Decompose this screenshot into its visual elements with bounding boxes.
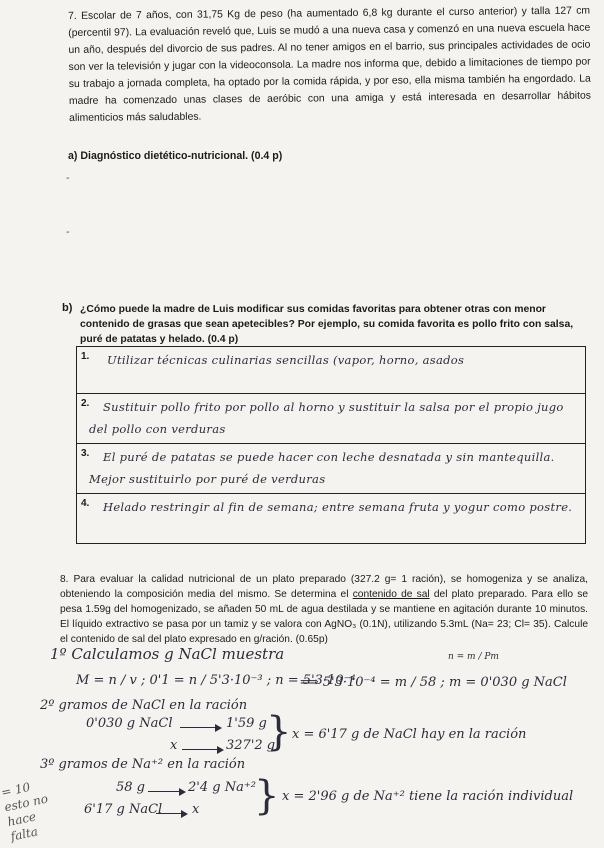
question-8-text-before: 8. Para evaluar la calidad nutricional de un plato preparado (327.2 g= 1 ración), se homogeniza y se analiza, obteniendo la composición media del mismo. Se determina el [60, 574, 588, 600]
hw-line-1a: M = n / v ; 0'1 = n / 5'3·10⁻³ ; n = 5'3·10⁻⁴ [76, 673, 356, 688]
brace: } [266, 709, 292, 755]
hw-rule3-left-a: 58 g [116, 780, 145, 795]
answer-text: Sustituir pollo frito por pollo al horno y sustituir la salsa por el propio jugo del pollo con verduras [89, 400, 564, 436]
hw-rule2-result: x = 6'17 g de NaCl hay en la ración [292, 727, 527, 742]
answer-text: Helado restringir al fin de semana; entre semana fruta y yogur como postre. [103, 500, 573, 514]
question-8-text [60, 572, 588, 647]
hw-n-formula: n = m / Pm [448, 652, 499, 662]
hw-rule3-result: x = 2'96 g de Na⁺² tiene la ración individual [282, 789, 574, 804]
question-8-text-after: del plato preparado. Para ello se pesa 1.59g del homogenizado, se añaden 50 mL de agua destilada y se mantiene en agitación durante 10 minutos. El líquido extractivo se pasa por un tamiz y se valora con AgNO₃ (0.1N), utilizando 5.3mL (Na= 23; Cl= 35). Calcule el contenido de sal del plato expresado en g/ración. (0.65p) [60, 589, 588, 645]
hw-rule2-right-a: 1'59 g [226, 716, 267, 731]
answer-number: 2. [81, 398, 90, 409]
question-7b-label: b) [62, 302, 73, 314]
arrow [182, 749, 222, 750]
answer-number: 4. [81, 498, 90, 509]
answer-table [76, 346, 586, 544]
dash-mark: - [66, 226, 70, 238]
question-8-underlined: contenido de sal [352, 589, 430, 600]
answer-row [77, 347, 585, 393]
answer-text: El puré de patatas se puede hacer con leche desnatada y sin mantequilla. Mejor sustituirlo por puré de verduras [89, 450, 555, 486]
hw-rule2-left-b: x [170, 738, 178, 753]
hw-rule2-right-b: 327'2 g [226, 738, 276, 753]
arrow [148, 791, 184, 792]
hw-step-1: 1º Calculamos g NaCl muestra [50, 645, 285, 663]
question-7-text: 7. Escolar de 7 años, con 31,75 Kg de peso (ha aumentado 6,8 kg durante el curso anterior) y talla 127 cm (percentil 97). La evaluación reveló que, Luis se mudó a una nueva casa y comenzó en una nueva escuela hace un año, después del divorcio de sus padres. Al no tener amigos en el barrio, sus principales actividades de ocio son ver la televisión y jugar con la videoconsola. La madre nos informa que, debido a limitaciones de tiempo por su trabajo a jornada completa, ha optado por la comida rápida, y por eso, ella misma también ha engordado. La madre ha comenzado unas clases de aeróbic con una amiga y está interesada en desarrollar hábitos alimenticios más saludables. [68, 5, 592, 124]
question-7b-text: ¿Cómo puede la madre de Luis modificar sus comidas favoritas para obtener otras con menor contenido de grasas que sean apetecibles? Por ejemplo, su comida favorita es pollo frito con salsa, puré de patatas y helado. (0.4 p) [80, 304, 574, 345]
hw-step-3: 3º gramos de Na⁺² en la ración [40, 757, 246, 772]
arrow [180, 727, 220, 728]
question-7a-heading: a) Diagnóstico dietético-nutricional. (0.4 p) [68, 150, 283, 162]
brace: } [254, 773, 280, 819]
hw-rule3-right-b: x [192, 802, 200, 817]
hw-rule3-right-a: 2'4 g Na⁺² [188, 780, 256, 795]
arrow [156, 813, 186, 814]
answer-text: Utilizar técnicas culinarias sencillas (vapor, horno, asados [107, 353, 465, 367]
hw-step-2: 2º gramos de NaCl en la ración [40, 698, 248, 713]
hw-rule3-left-b: 6'17 g NaCl [84, 802, 163, 817]
hw-line-1b: ⟹ 5'3·10⁻⁴ = m / 58 ; m = 0'030 g NaCl [300, 675, 567, 690]
answer-row [77, 393, 585, 443]
answer-number: 1. [81, 351, 90, 362]
hw-rule2-left-a: 0'030 g NaCl [86, 716, 173, 731]
answer-row [77, 493, 585, 543]
answer-row [77, 443, 585, 493]
answer-number: 3. [81, 448, 90, 459]
margin-note: = 10 esto no hace falta [0, 779, 50, 844]
dash-mark: - [66, 172, 70, 184]
